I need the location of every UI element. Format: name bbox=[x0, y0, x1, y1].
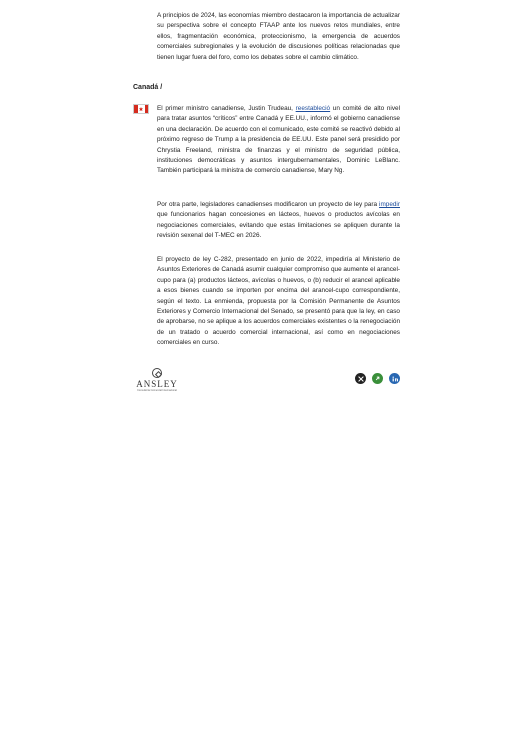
linkedin-icon[interactable] bbox=[389, 373, 400, 384]
logo-subtitle: Consultoría Comercial Internacional bbox=[137, 389, 177, 392]
section-title-canada: Canadá / bbox=[133, 84, 163, 91]
reestablecio-link[interactable]: reestableció bbox=[295, 105, 331, 112]
canada-flag-icon bbox=[133, 104, 149, 114]
ansley-emblem-icon bbox=[152, 368, 162, 378]
x-icon[interactable] bbox=[355, 373, 366, 384]
canada-paragraph-1: El primer ministro canadiense, Justin Trudeau, reestableció un comité de alto nivel para tratar asuntos “críticos” entre Canadá y EE.UU., informó el gobierno canadiense en una declaración. De acuerdo con el comunicado, este comité se reactivó debido al próximo regreso de Trump a la presidencia de EE.UU. Este panel será presidido por Chrystia Freeland, ministra de finanzas y el ministro de seguridad pública, instituciones democráticas y asuntos intergubernamentales, Dominic LeBlanc. También participará la ministra de comercio canadiense, Mary Ng. bbox=[157, 105, 400, 175]
canada-paragraph-3: El proyecto de ley C-282, presentado en junio de 2022, impediría al Ministerio de Asuntos Exteriores de Canadá asumir cualquier compromiso que aumente el arancel-cupo para (a) productos lácteos, avícolas o huevos, o (b) reducir el arancel aplicable a esos bienes cuando se importen por encima del arancel-cupo correspondiente, según el texto. La enmienda, propuesta por la Comisión Permanente de Asuntos Exteriores y Comercio Internacional del Senado, se presentó para que la ley, en caso de aprobarse, no se aplique a los acuerdos comerciales existentes o la renegociación de un tratado o acuerdo comercial internacional, así como en negociaciones comerciales en curso. bbox=[157, 256, 400, 347]
ansley-logo bbox=[133, 368, 181, 392]
intro-paragraph: A principios de 2024, las economías miembro destacaron la importancia de actualizar su perspectiva sobre el concepto FTAAP ante los nuevos retos mundiales, entre ellos, fragmentación económica, proteccionismo, la emergencia de acuerdos comerciales subregionales y la evolución de discusiones políticas relacionadas que tienen lugar fuera del foro, como los debates sobre el cambio climático. bbox=[157, 12, 400, 61]
canada-paragraph-2: Por otra parte, legisladores canadienses modificaron un proyecto de ley para impedir que funcionarios hagan concesiones en lácteos, huevos o productos avícolas en negociaciones comerciales, evitando que estas limitaciones se apliquen durante la revisión sexenal del T-MEC en 2026. bbox=[157, 201, 400, 240]
link-icon[interactable] bbox=[372, 373, 383, 384]
logo-text: ANSLEY bbox=[136, 379, 178, 389]
impedir-link[interactable]: impedir bbox=[379, 201, 400, 208]
